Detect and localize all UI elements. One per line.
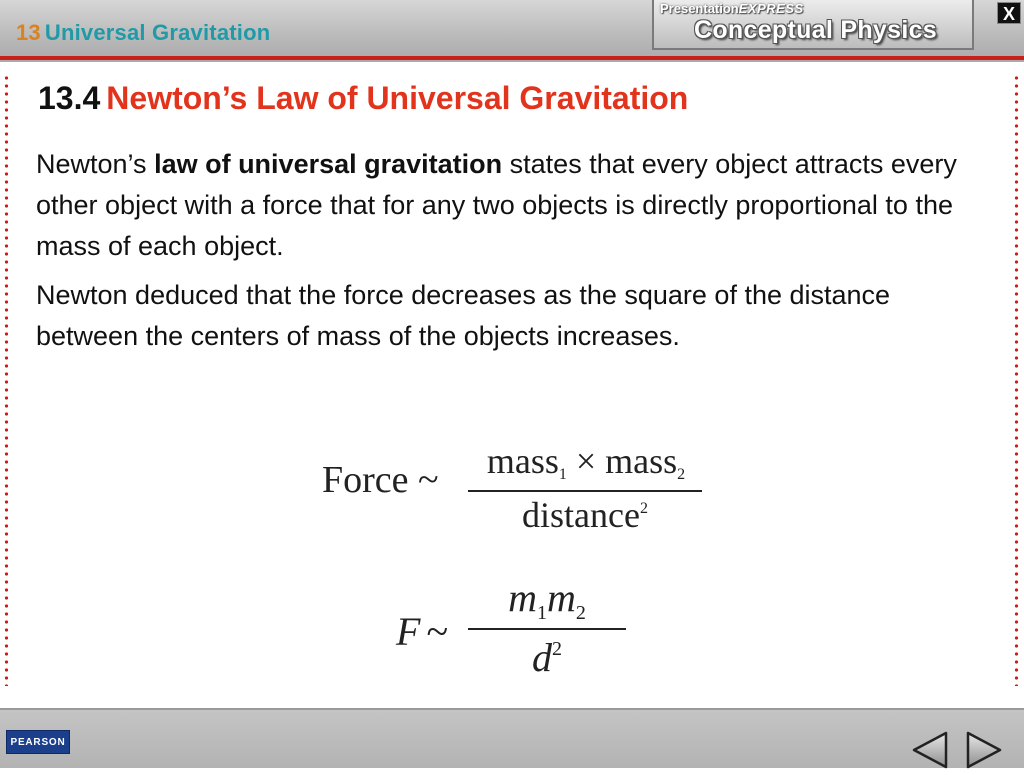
- subscript: 2: [575, 602, 586, 624]
- pearson-logo: PEARSON: [6, 730, 70, 754]
- close-button[interactable]: X: [997, 2, 1021, 24]
- formula-numerator: [468, 574, 626, 625]
- exponent: 2: [552, 638, 562, 660]
- slide-body: [36, 144, 996, 365]
- fraction-bar: [468, 490, 702, 492]
- header-divider: [0, 56, 1024, 60]
- subscript: 1: [558, 466, 567, 483]
- times-sign: ×: [566, 441, 606, 481]
- header-bar: [0, 0, 1024, 62]
- distance-term: distance: [522, 495, 640, 535]
- next-slide-button[interactable]: [964, 730, 1004, 770]
- paragraph-definition: [36, 144, 996, 267]
- mass-symbol: m: [508, 575, 537, 620]
- proportional-sign: ~: [426, 609, 449, 654]
- force-symbol: F: [396, 609, 421, 654]
- mass-term: mass: [486, 441, 559, 481]
- formula-denominator: [468, 494, 702, 536]
- formula-words: [322, 440, 722, 540]
- section-title: Newton’s Law of Universal Gravitation: [106, 80, 689, 116]
- slide-title: [38, 80, 688, 117]
- paragraph-text: states that every object attracts every other object with a force that for any two objects is directly proportional to the mass of each object.: [36, 149, 957, 261]
- previous-slide-button[interactable]: [910, 730, 950, 770]
- paragraph-inverse-square: Newton deduced that the force decreases as the square of the distance between the centers of mass of the objects increases.: [36, 280, 891, 351]
- series-name: [660, 1, 804, 16]
- formula-numerator: [470, 440, 702, 484]
- formula-symbols: [396, 572, 656, 692]
- mass-term: mass: [605, 441, 678, 481]
- section-number: 13.4: [38, 80, 101, 116]
- mass-symbol: m: [547, 575, 576, 620]
- product-name: Conceptual Physics: [694, 16, 937, 44]
- footer-bar: [0, 708, 1024, 768]
- subscript: 2: [677, 466, 686, 483]
- series-emphasis: EXPRESS: [738, 1, 804, 16]
- exponent: 2: [639, 500, 648, 517]
- chapter-label: [16, 20, 270, 46]
- arrow-left-icon: [910, 730, 950, 770]
- key-term: law of universal gravitation: [154, 149, 503, 179]
- distance-symbol: d: [532, 635, 552, 680]
- subscript: 1: [537, 602, 547, 624]
- chapter-number: 13: [16, 20, 41, 45]
- left-dotted-border: [4, 74, 9, 686]
- fraction-bar: [468, 628, 626, 630]
- formula-lhs: [396, 608, 448, 655]
- formula-lhs: Force ~: [322, 459, 439, 501]
- formula-denominator: [468, 634, 626, 681]
- chapter-title: Universal Gravitation: [44, 20, 271, 45]
- series-prefix: Presentation: [660, 1, 739, 16]
- right-dotted-border: [1014, 74, 1019, 686]
- paragraph-text: Newton’s: [36, 149, 155, 179]
- product-logo: [652, 0, 974, 50]
- arrow-right-icon: [964, 730, 1004, 770]
